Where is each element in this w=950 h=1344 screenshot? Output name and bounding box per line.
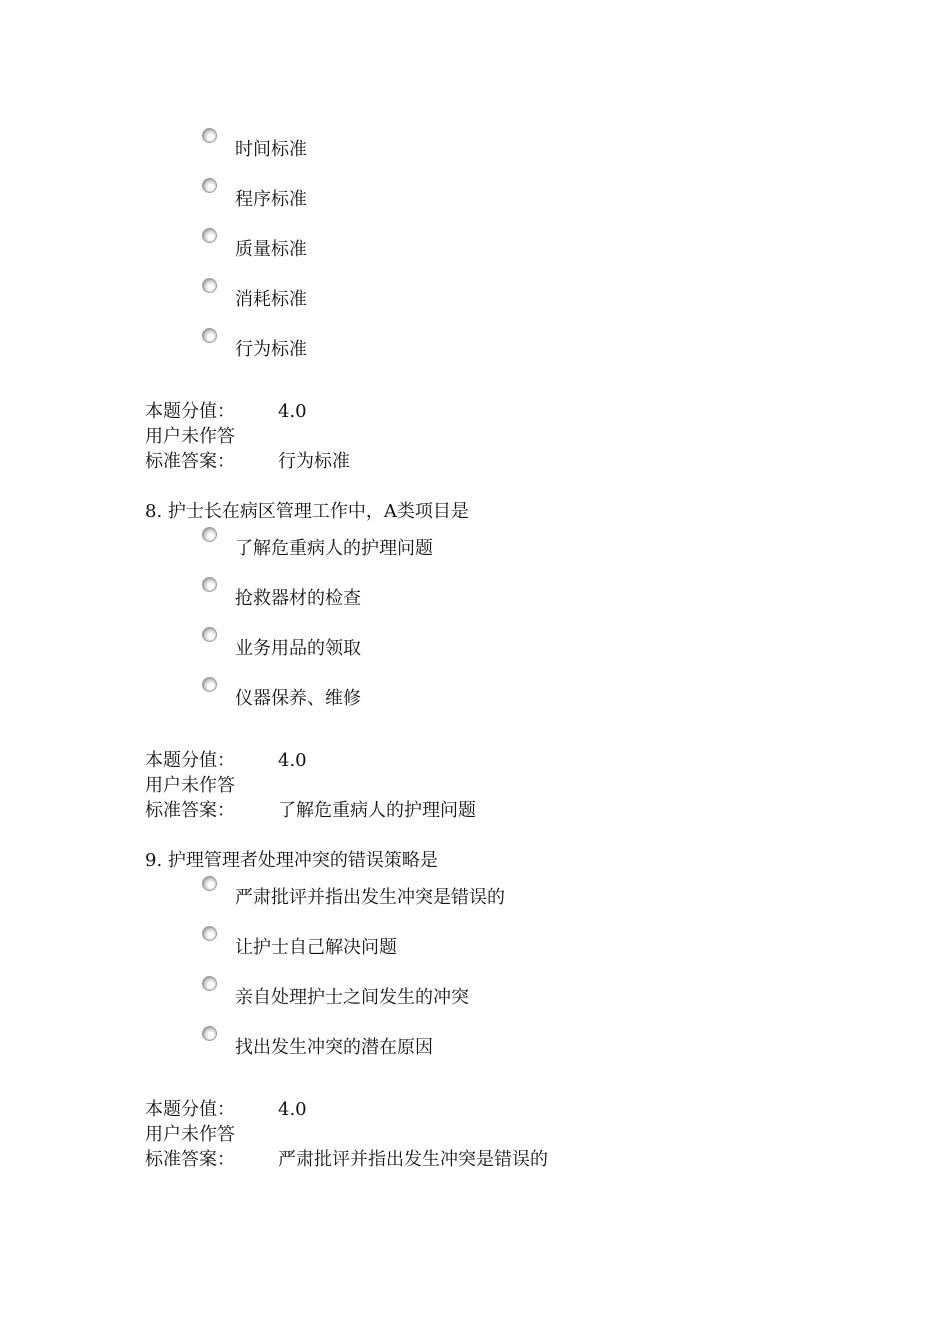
answer-label: 标准答案：: [145, 800, 235, 821]
option-label: 行为标准: [235, 339, 307, 360]
option-label: 业务用品的领取: [235, 638, 361, 659]
radio-button-icon[interactable]: [202, 278, 217, 293]
radio-button-icon[interactable]: [202, 677, 217, 692]
option-label: 消耗标准: [235, 289, 307, 310]
radio-button-icon[interactable]: [202, 876, 217, 891]
q9-option-1[interactable]: [202, 876, 802, 916]
q7-option-5[interactable]: [202, 328, 802, 368]
radio-button-icon[interactable]: [202, 228, 217, 243]
answer-status: 用户未作答: [145, 775, 235, 796]
radio-button-icon[interactable]: [202, 128, 217, 143]
q8-option-1[interactable]: [202, 527, 802, 567]
score-label: 本题分值：: [145, 401, 235, 422]
q7-option-3[interactable]: [202, 228, 802, 268]
answer-label: 标准答案：: [145, 451, 235, 472]
score-label: 本题分值：: [145, 750, 235, 771]
q8-option-4[interactable]: [202, 677, 802, 717]
q8-title: 8. 护士长在病区管理工作中，A类项目是: [145, 501, 469, 522]
q8-option-2[interactable]: [202, 577, 802, 617]
q9-title: 9. 护理管理者处理冲突的错误策略是: [145, 850, 438, 871]
radio-button-icon[interactable]: [202, 926, 217, 941]
option-label: 让护士自己解决问题: [235, 937, 397, 958]
score-value: 4.0: [278, 401, 307, 422]
q9-option-3[interactable]: [202, 976, 802, 1016]
option-label: 严肃批评并指出发生冲突是错误的: [235, 887, 505, 908]
option-label: 程序标准: [235, 189, 307, 210]
q9-option-2[interactable]: [202, 926, 802, 966]
answer-value: 了解危重病人的护理问题: [278, 800, 476, 821]
radio-button-icon[interactable]: [202, 577, 217, 592]
option-label: 了解危重病人的护理问题: [235, 538, 433, 559]
radio-button-icon[interactable]: [202, 527, 217, 542]
option-label: 抢救器材的检查: [235, 588, 361, 609]
q7-option-2[interactable]: [202, 178, 802, 218]
radio-button-icon[interactable]: [202, 178, 217, 193]
answer-value: 行为标准: [278, 451, 350, 472]
q7-option-1[interactable]: [202, 128, 802, 168]
radio-button-icon[interactable]: [202, 328, 217, 343]
option-label: 仪器保养、维修: [235, 688, 361, 709]
option-label: 亲自处理护士之间发生的冲突: [235, 987, 469, 1008]
option-label: 时间标准: [235, 139, 307, 160]
radio-button-icon[interactable]: [202, 627, 217, 642]
score-value: 4.0: [278, 1099, 307, 1120]
radio-button-icon[interactable]: [202, 1026, 217, 1041]
answer-label: 标准答案：: [145, 1149, 235, 1170]
q9-option-4[interactable]: [202, 1026, 802, 1066]
score-value: 4.0: [278, 750, 307, 771]
option-label: 质量标准: [235, 239, 307, 260]
answer-status: 用户未作答: [145, 426, 235, 447]
q8-option-3[interactable]: [202, 627, 802, 667]
score-label: 本题分值：: [145, 1099, 235, 1120]
option-label: 找出发生冲突的潜在原因: [235, 1037, 433, 1058]
radio-button-icon[interactable]: [202, 976, 217, 991]
answer-value: 严肃批评并指出发生冲突是错误的: [278, 1149, 548, 1170]
answer-status: 用户未作答: [145, 1124, 235, 1145]
q7-option-4[interactable]: [202, 278, 802, 318]
